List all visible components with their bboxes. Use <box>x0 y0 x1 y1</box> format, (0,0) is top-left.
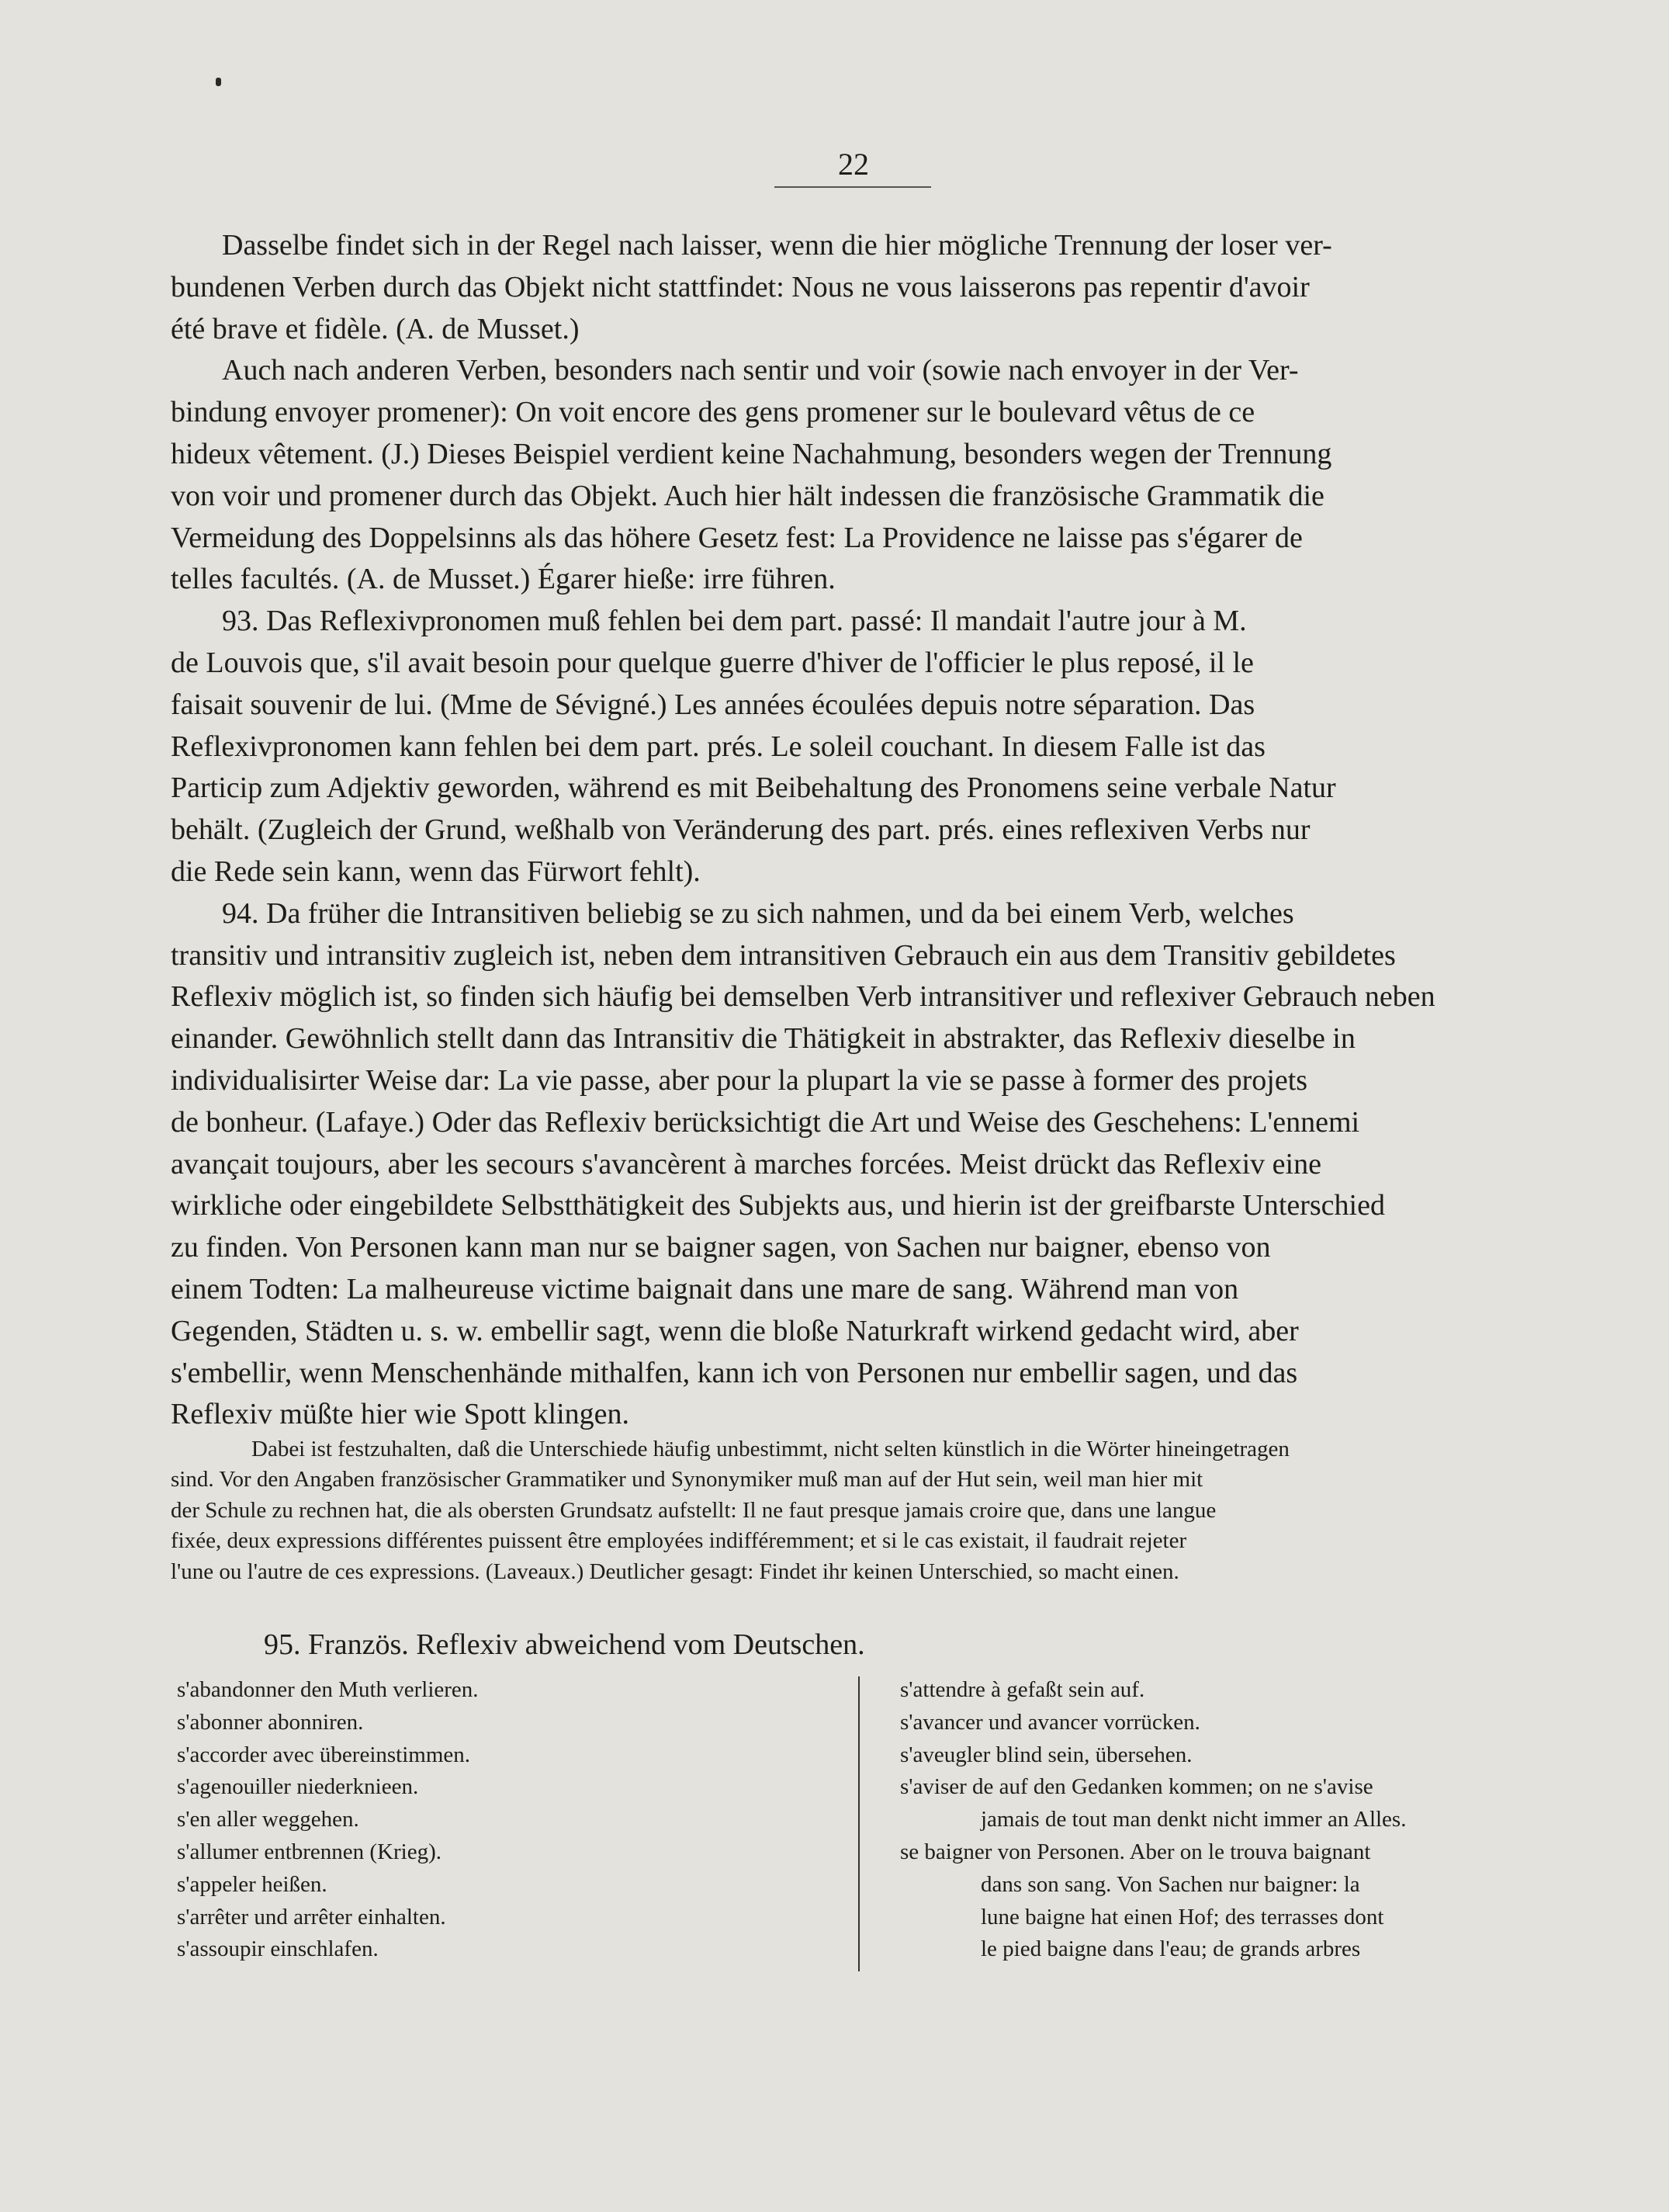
vocabulary-entry: s'abonner abonniren. <box>177 1709 364 1735</box>
section-heading: 95. Französ. Reflexiv abweichend vom Deutschen. <box>264 1628 865 1661</box>
vocabulary-entry: se baigner von Personen. Aber on le trouva baignant <box>900 1839 1371 1864</box>
vocabulary-entry: s'avancer und avancer vorrücken. <box>900 1709 1200 1735</box>
body-line: zu finden. Von Personen kann man nur se baigner sagen, von Sachen nur baigner, ebenso von <box>171 1231 1271 1264</box>
body-line: Dasselbe findet sich in der Regel nach laisser, wenn die hier mögliche Trennung der loser ver- <box>222 229 1332 262</box>
body-line: Reflexiv möglich ist, so finden sich häufig bei demselben Verb intransitiver und reflexiver Gebrauch neben <box>171 980 1435 1014</box>
vocabulary-column-right <box>900 1674 1552 1966</box>
body-line: Particip zum Adjektiv geworden, während es mit Beibehaltung des Pronomens seine verbale Natur <box>171 771 1336 805</box>
body-line: einander. Gewöhnlich stellt dann das Intransitiv die Thätigkeit in abstrakter, das Reflexiv dieselbe in <box>171 1022 1356 1056</box>
vocabulary-entry: s'accorder avec übereinstimmen. <box>177 1742 471 1767</box>
vocabulary-entry: s'en aller weggehen. <box>177 1807 359 1832</box>
body-line: 93. Das Reflexivpronomen muß fehlen bei dem part. passé: Il mandait l'autre jour à M. <box>222 605 1247 638</box>
body-line: Auch nach anderen Verben, besonders nach sentir und voir (sowie nach envoyer in der Ver- <box>222 354 1299 387</box>
vocabulary-entry: s'agenouiller niederknieen. <box>177 1774 419 1800</box>
body-line: 94. Da früher die Intransitiven beliebig se zu sich nahmen, und da bei einem Verb, welches <box>222 896 1294 930</box>
body-line: einem Todten: La malheureuse victime baignait dans une mare de sang. Während man von <box>171 1272 1239 1305</box>
vocabulary-entry: s'allumer entbrennen (Krieg). <box>177 1839 442 1864</box>
header-rule <box>774 186 931 188</box>
body-line: avançait toujours, aber les secours s'avancèrent à marches forcées. Meist drückt das Reflexiv eine <box>171 1147 1321 1181</box>
vocabulary-entry: dans son sang. Von Sachen nur baigner: la <box>981 1871 1360 1897</box>
body-line: bindung envoyer promener): On voit encore des gens promener sur le boulevard vêtus de ce <box>171 396 1255 429</box>
body-line: individualisirter Weise dar: La vie passe, aber pour la plupart la vie se passe à former des projets <box>171 1063 1308 1097</box>
vocabulary-column-left <box>177 1674 813 1966</box>
body-line: bundenen Verben durch das Objekt nicht stattfindet: Nous ne vous laisserons pas repentir d'avoir <box>171 270 1310 303</box>
vocabulary-entry: s'appeler heißen. <box>177 1871 327 1897</box>
column-divider <box>858 1676 860 1971</box>
body-line: de Louvois que, s'il avait besoin pour quelque guerre d'hiver de l'officier le plus reposé, il le <box>171 646 1254 679</box>
body-line: transitiv und intransitiv zugleich ist, neben dem intransitiven Gebrauch ein aus dem Transitiv gebildetes <box>171 938 1396 972</box>
footnote <box>171 1434 1536 1587</box>
footnote-line: der Schule zu rechnen hat, die als obersten Grundsatz aufstellt: Il ne faut presque jamais croire que, dans une langue <box>171 1497 1217 1523</box>
vocabulary-entry: s'abandonner den Muth verlieren. <box>177 1677 479 1702</box>
body-line: Reflexiv müßte hier wie Spott klingen. <box>171 1398 630 1431</box>
vocabulary-entry: le pied baigne dans l'eau; de grands arbres <box>981 1936 1361 1962</box>
footnote-line: l'une ou l'autre de ces expressions. (Laveaux.) Deutlicher gesagt: Findet ihr keinen Unterschied, so macht einen. <box>171 1558 1179 1584</box>
vocabulary-entry: jamais de tout man denkt nicht immer an Alles. <box>981 1807 1407 1832</box>
body-line: telles facultés. (A. de Musset.) Égarer hieße: irre führen. <box>171 563 836 596</box>
body-line: Reflexivpronomen kann fehlen bei dem part. prés. Le soleil couchant. In diesem Falle ist das <box>171 730 1266 763</box>
body-line: été brave et fidèle. (A. de Musset.) <box>171 312 580 345</box>
body-line: behält. (Zugleich der Grund, weßhalb von Veränderung des part. prés. eines reflexiven Verbs nur <box>171 813 1311 847</box>
body-line: Vermeidung des Doppelsinns als das höhere Gesetz fest: La Providence ne laisse pas s'égarer de <box>171 521 1303 554</box>
vocabulary-entry: s'attendre à gefaßt sein auf. <box>900 1677 1145 1702</box>
body-line: wirkliche oder eingebildete Selbstthätigkeit des Subjekts aus, und hierin ist der greifbarste Unterschied <box>171 1189 1385 1222</box>
body-line: hideux vêtement. (J.) Dieses Beispiel verdient keine Nachahmung, besonders wegen der Trennung <box>171 437 1332 470</box>
ink-speck <box>216 78 221 86</box>
body-line: faisait souvenir de lui. (Mme de Sévigné.) Les années écoulées depuis notre séparation. Das <box>171 688 1255 721</box>
vocabulary-entry: s'aviser de auf den Gedanken kommen; on ne s'avise <box>900 1774 1373 1800</box>
body-line: von voir und promener durch das Objekt. Auch hier hält indessen die französische Grammatik die <box>171 479 1324 512</box>
footnote-line: sind. Vor den Angaben französischer Grammatiker und Synonymiker muß man auf der Hut sein, weil man hier mit <box>171 1467 1203 1493</box>
vocabulary-entry: s'aveugler blind sein, übersehen. <box>900 1742 1193 1767</box>
body-line: Gegenden, Städten u. s. w. embellir sagt, wenn die bloße Naturkraft wirkend gedacht wird, aber <box>171 1314 1299 1347</box>
body-line: s'embellir, wenn Menschenhände mithalfen, kann ich von Personen nur embellir sagen, und das <box>171 1356 1298 1389</box>
body-line: die Rede sein kann, wenn das Fürwort fehlt). <box>171 855 701 888</box>
body-text <box>171 225 1536 1436</box>
vocabulary-entry: s'assoupir einschlafen. <box>177 1936 379 1962</box>
page-number: 22 <box>838 147 869 182</box>
footnote-line: Dabei ist festzuhalten, daß die Unterschiede häufig unbestimmt, nicht selten künstlich in die Wörter hineingetragen <box>251 1437 1290 1461</box>
vocabulary-entry: s'arrêter und arrêter einhalten. <box>177 1904 446 1929</box>
footnote-line: fixée, deux expressions différentes puissent être employées indifféremment; et si le cas existait, il faudrait rejeter <box>171 1528 1187 1554</box>
vocabulary-entry: lune baigne hat einen Hof; des terrasses dont <box>981 1904 1384 1929</box>
body-line: de bonheur. (Lafaye.) Oder das Reflexiv berücksichtigt die Art und Weise des Geschehens: L'ennemi <box>171 1105 1360 1139</box>
